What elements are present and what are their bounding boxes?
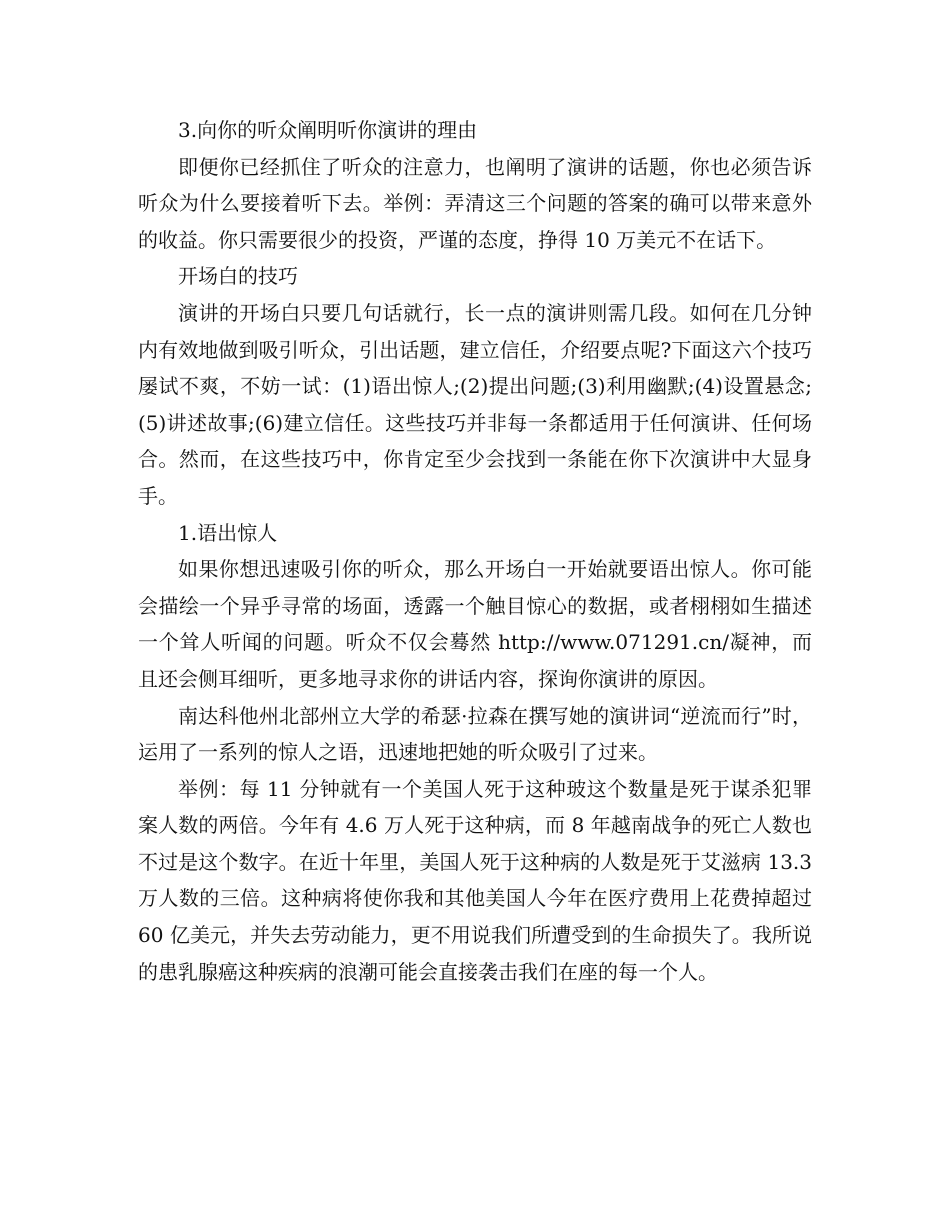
section-heading-1: 1.语出惊人: [178, 520, 278, 545]
body-paragraph: 即便你已经抓住了听众的注意力，也阐明了演讲的话题，你也必须告诉听众为什么要接着听下去。举例：弄清这三个问题的答案的确可以带来意外的收益。你只需要很少的投资，严谨的态度，挣得 10 万美元不在话下。: [138, 154, 812, 252]
document-body: [138, 112, 812, 990]
body-paragraph: 演讲的开场白只要几句话就行，长一点的演讲则需几段。如何在几分钟内有效地做到吸引听众，引出话题，建立信任，介绍要点呢?下面这六个技巧屡试不爽，不妨一试：(1)语出惊人;(2)提出问题;(3)利用幽默;(4)设置悬念;(5)讲述故事;(6)建立信任。这些技巧并非每一条都适用于任何演讲、任何场合。然而，在这些技巧中，你肯定至少会找到一条能在你下次演讲中大显身手。: [138, 300, 812, 508]
example-paragraph: 举例：每 11 分钟就有一个美国人死于这种玻这个数量是死于谋杀犯罪案人数的两倍。今年有 4.6 万人死于这种病，而 8 年越南战争的死亡人数也不过是这个数字。在近十年里，美国人死于这种病的人数是死于艾滋病 13.3 万人数的三倍。这种病将使你我和其他美国人今年在医疗费用上花费掉超过 60 亿美元，并失去劳动能力，更不用说我们所遭受到的生命损失了。我所说的患乳腺癌这种疾病的浪潮可能会直接袭击我们在座的每一个人。: [138, 776, 812, 984]
section-heading-3: 3.向你的听众阐明听你演讲的理由: [178, 118, 478, 142]
body-paragraph: 如果你想迅速吸引你的听众，那么开场白一开始就要语出惊人。你可能会描绘一个异乎寻常的场面，透露一个触目惊心的数据，或者栩栩如生描述一个耸人听闻的问题。听众不仅会蓦然 http://www.071291.cn/凝神，而且还会侧耳细听，更多地寻求你的讲话内容，探询你演讲的原因。: [138, 557, 812, 691]
body-paragraph: 南达科他州北部州立大学的希瑟·拉森在撰写她的演讲词“逆流而行”时，运用了一系列的惊人之语，迅速地把她的听众吸引了过来。: [138, 703, 812, 765]
section-heading-opening-techniques: 开场白的技巧: [178, 264, 298, 289]
